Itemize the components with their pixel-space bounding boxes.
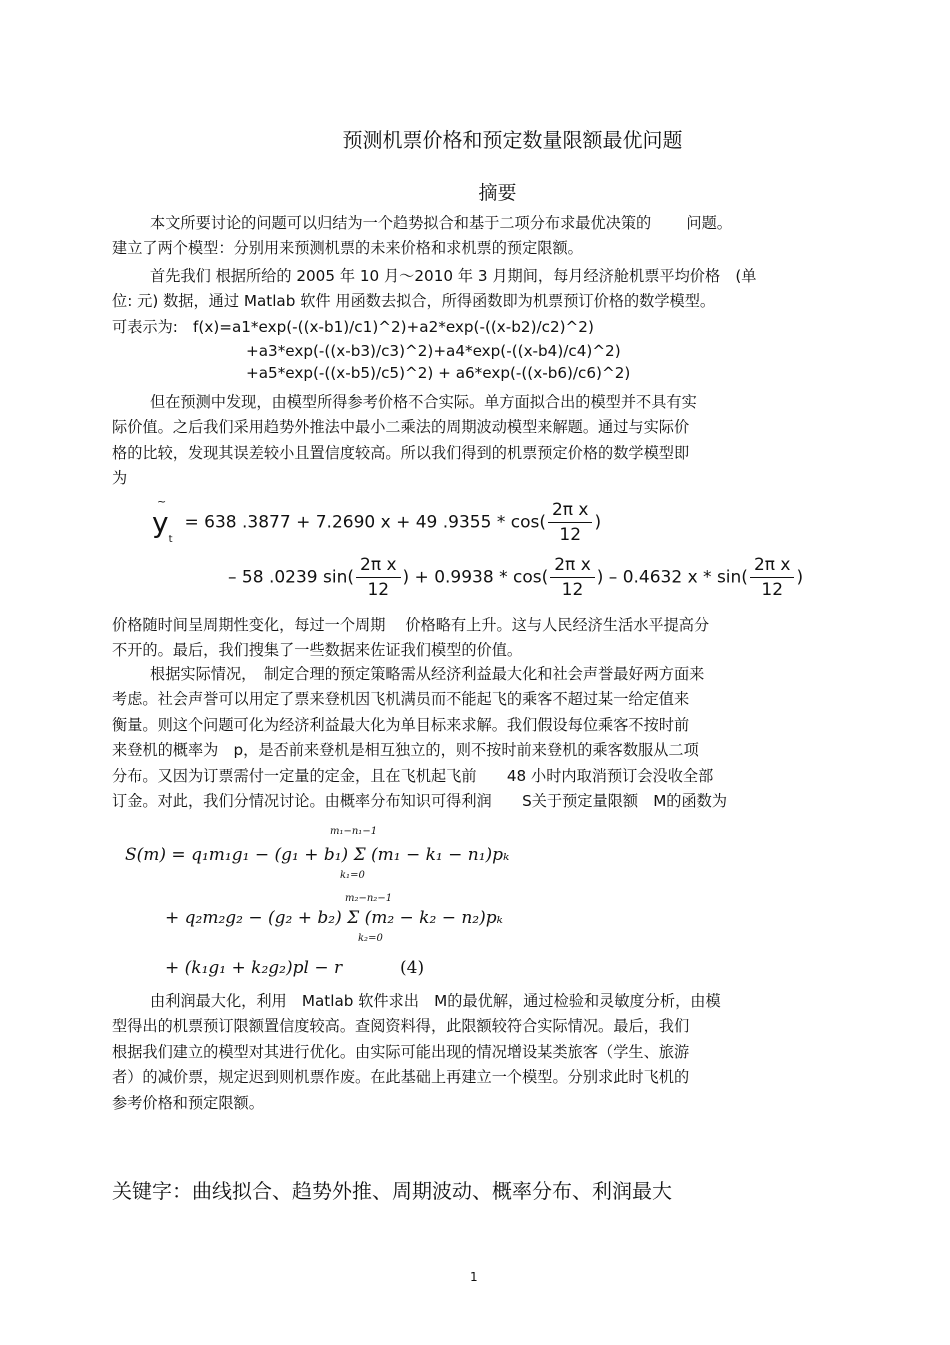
fraction-numerator: 2π x [550, 555, 595, 578]
text-line: 考虑。社会声誉可以用定了票来登机因飞机满员而不能起飞的乘客不超过某一给定值来 [112, 690, 690, 709]
profit-formula-line3: + (k₁g₁ + k₂g₂)pl − r [165, 958, 343, 978]
text-line: 首先我们 根据所给的 2005 年 10 月～2010 年 3 月期间，每月经济舱机票平均价格 (单 [150, 267, 757, 285]
formula-close-paren: ) [796, 567, 804, 588]
text-line: 根据实际情况， 制定合理的预定策略需从经济利益最大化和社会声誉最好两方面来 [150, 665, 705, 683]
text-line: +a3*exp(-((x-b3)/c3)^2)+a4*exp(-((x-b4)/c4)^2) [246, 342, 621, 361]
formula-fraction [750, 555, 795, 600]
periodic-model-formula-row2 [228, 555, 803, 600]
formula-fraction [548, 500, 593, 545]
abstract-heading: 摘要 [478, 182, 517, 204]
formula-close-paren: ) [594, 512, 602, 533]
text-line: 型得出的机票预订限额置信度较高。查阅资料得，此限额较符合实际情况。最后，我们 [112, 1017, 690, 1036]
paragraph-5 [112, 662, 727, 814]
text-line: 价格随时间呈周期性变化，每过一个周期 价格略有上升。这与人民经济生活水平提高分 [112, 616, 710, 634]
profit-formula-line1: S(m) = q₁m₁g₁ − (g₁ + b₁) Σ (m₁ − k₁ − n₁)pₖ [125, 845, 510, 865]
formula-row2-term2: ) + 0.9938 * cos( [402, 567, 549, 588]
text-line: 为 [112, 469, 128, 488]
paragraph-4 [112, 613, 709, 664]
paragraph-2 [112, 264, 756, 384]
text-line: 格的比较，发现其误差较小且置信度较高。所以我们得到的机票预定价格的数学模型即 [112, 443, 690, 462]
fraction-numerator: 2π x [548, 500, 593, 523]
text-line: 来登机的概率为 p，是否前来登机是相互独立的，则不按时前来登机的乘客数服从二项 [112, 741, 699, 760]
text-line: 根据我们建立的模型对其进行优化。由实际可能出现的情况增设某类旅客（学生、旅游 [112, 1042, 690, 1061]
text-line: 建立了两个模型：分别用来预测机票的未来价格和求机票的预定限额。 [112, 239, 583, 258]
fraction-numerator: 2π x [356, 555, 401, 578]
fraction-denominator: 12 [561, 580, 584, 600]
paper-title: 预测机票价格和预定数量限额最优问题 [342, 128, 683, 152]
formula-fraction [550, 555, 595, 600]
sum1-lower-limit: k₁=0 [340, 870, 365, 881]
text-line: 衡量。则这个问题可化为经济利益最大化为单目标来求解。我们假设每位乘客不按时前 [112, 715, 690, 734]
sum2-upper-limit: m₂−n₂−1 [345, 893, 393, 904]
text-line: +a5*exp(-((x-b5)/c5)^2) + a6*exp(-((x-b6)/c6)^2) [246, 364, 631, 383]
text-line: 订金。对此，我们分情况讨论。由概率分布知识可得利润 S关于预定量限额 M的函数为 [112, 791, 728, 810]
text-line: 不开的。最后，我们搜集了一些数据来佐证我们模型的价值。 [112, 641, 523, 660]
formula-subscript: t [168, 533, 173, 545]
keywords: 关键字：曲线拟合、趋势外推、周期波动、概率分布、利润最大 [112, 1179, 672, 1203]
fraction-denominator: 12 [559, 525, 582, 545]
page-number: 1 [470, 1270, 478, 1284]
text-line: 分布。又因为订票需付一定量的定金，且在飞机起飞前 48 小时内取消预订会没收全部 [112, 766, 714, 785]
formula-fraction [356, 555, 401, 600]
fraction-denominator: 12 [761, 580, 784, 600]
paragraph-3 [112, 390, 697, 492]
sum1-upper-limit: m₁−n₁−1 [330, 826, 378, 837]
formula-row1-terms: = 638 .3877 + 7.2690 x + 49 .9355 * cos( [184, 512, 546, 533]
text-line: 际价值。之后我们采用趋势外推法中最小二乘法的周期波动模型来解题。通过与实际价 [112, 418, 690, 437]
formula-row2-term3: ) – 0.4632 x * sin( [596, 567, 748, 588]
paragraph-6 [112, 989, 721, 1116]
formula-row2-term1: – 58 .0239 sin( [228, 567, 354, 588]
paragraph-1 [112, 211, 732, 262]
formula-y: y [152, 506, 169, 539]
text-line: 位: 元) 数据，通过 Matlab 软件 用函数去拟合，所得函数即为机票预订价格的数学模型。 [112, 292, 716, 311]
text-line: 参考价格和预定限额。 [112, 1093, 264, 1112]
text-line: 可表示为: f(x)=a1*exp(-((x-b1)/c1)^2)+a2*exp(-((x-b2)/c2)^2) [112, 317, 594, 336]
text-line: 者）的减价票，规定迟到则机票作废。在此基础上再建立一个模型。分别求此时飞机的 [112, 1068, 690, 1087]
text-line: 本文所要讨论的问题可以归结为一个趋势拟合和基于二项分布求最优决策的 问题。 [150, 214, 732, 232]
sum2-lower-limit: k₂=0 [358, 933, 383, 944]
fraction-denominator: 12 [367, 580, 390, 600]
profit-formula-line2: + q₂m₂g₂ − (g₂ + b₂) Σ (m₂ − k₂ − n₂)pₖ [165, 908, 503, 928]
periodic-model-formula-row1 [152, 500, 601, 545]
formula-tilde: ~ [157, 495, 167, 508]
equation-number: (4) [400, 958, 425, 978]
text-line: 但在预测中发现，由模型所得参考价格不合实际。单方面拟合出的模型并不具有实 [150, 393, 697, 411]
text-line: 由利润最大化，利用 Matlab 软件求出 M的最优解，通过检验和灵敏度分析，由模 [150, 992, 721, 1010]
fraction-numerator: 2π x [750, 555, 795, 578]
